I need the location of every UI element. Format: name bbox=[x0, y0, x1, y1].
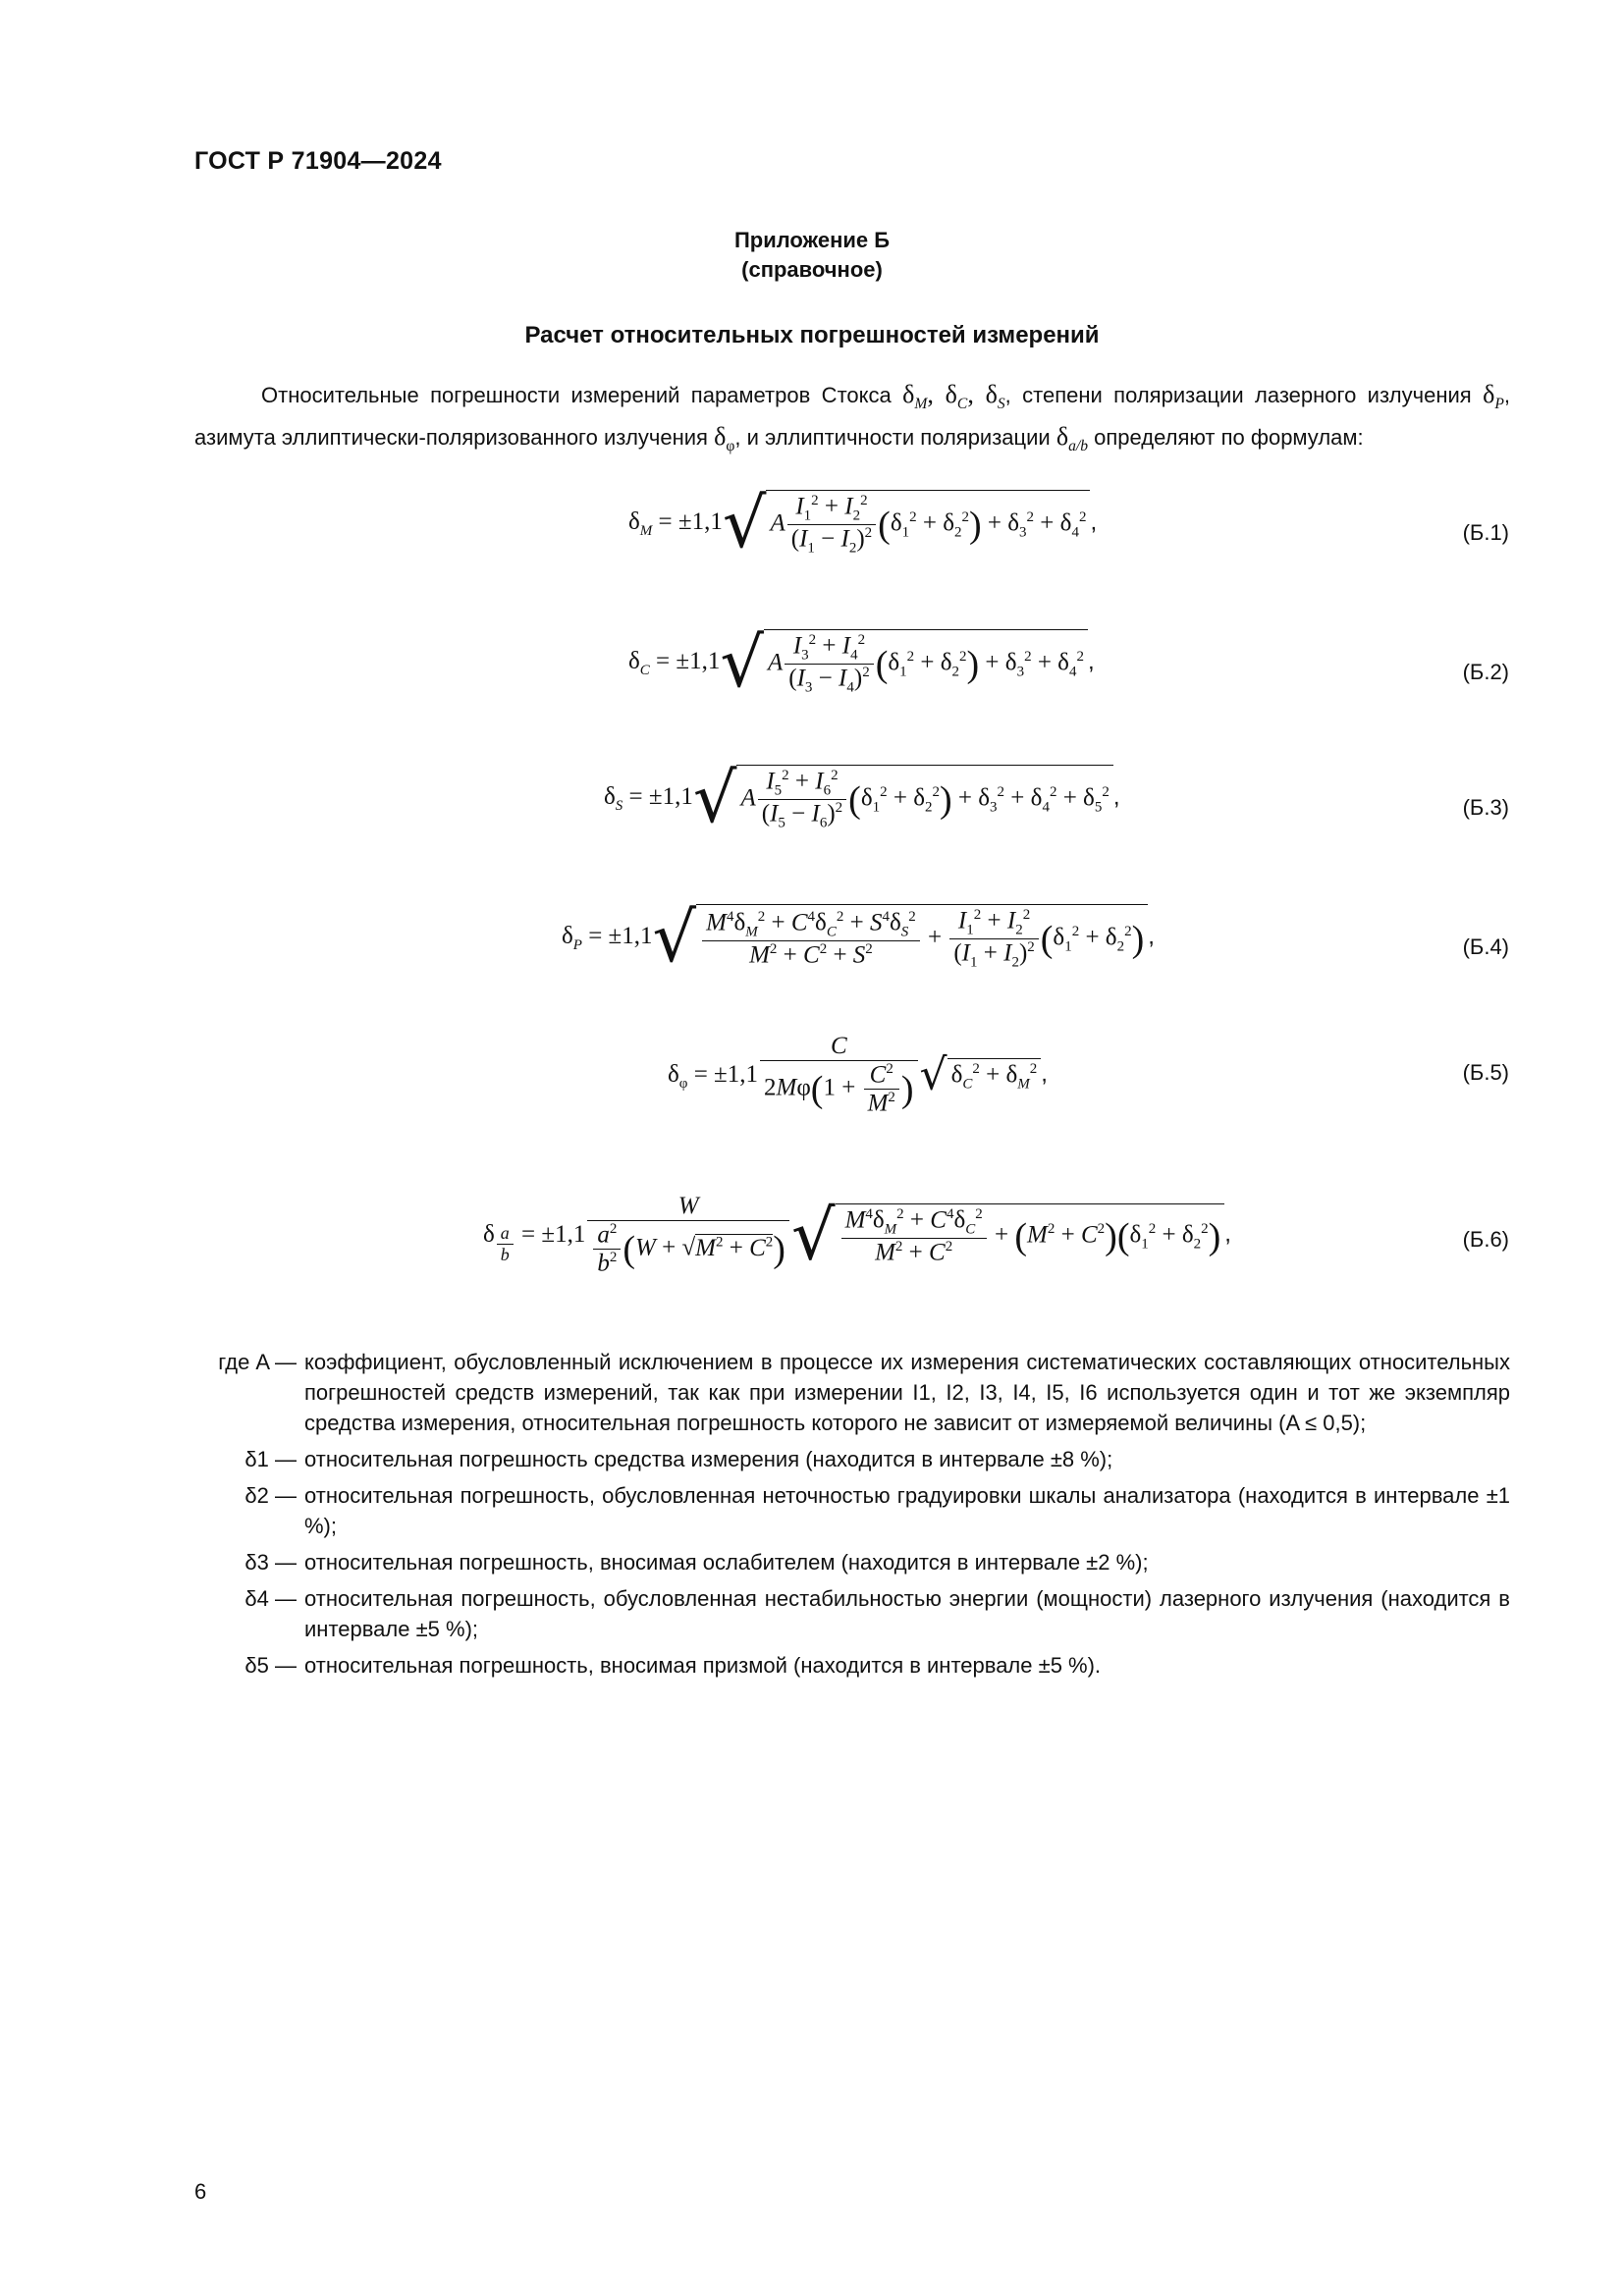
document-code-header: ГОСТ Р 71904—2024 bbox=[194, 147, 442, 175]
appendix-kind: (справочное) bbox=[741, 257, 883, 282]
definition-text: относительная погрешность, обусловленная нестабильностью энергии (мощности) лазерного излучения (находится в интервале ±5 %); bbox=[304, 1586, 1510, 1641]
symbol-delta-p: $\delta_P$ bbox=[1483, 380, 1504, 413]
page-number: 6 bbox=[194, 2179, 207, 2204]
formula-number-b2: (Б.2) bbox=[1462, 660, 1509, 684]
definition-term: где A — bbox=[218, 1350, 297, 1374]
definition-term: δ2 — bbox=[244, 1483, 297, 1508]
formula-number-b1: (Б.1) bbox=[1462, 520, 1509, 545]
formula-b5: $\delta_\varphi = \pm 1,1$ C 2Mφ(1 + $\frac{C^2}{M^2}$ ) √ $\delta_C^2 + \delta_M^2$ , bbox=[668, 1033, 1048, 1117]
intro-text-4: , и эллиптичности поляризации bbox=[734, 425, 1056, 451]
formula-b4: $\delta_P = \pm 1,1√$ $\frac{M^4\delta_M^2 + C^4\delta_C^2 + S^4\delta_S^2}{M^2 + C^2 + S^2}$ + $\frac{I_1^2 + I_2^2}{(I_1 + I_2)^2}$ $(\delta_1^2 + \delta_2^2)$ , bbox=[562, 897, 1155, 978]
definition-text: относительная погрешность, вносимая призмой (находится в интервале ±5 %). bbox=[304, 1653, 1102, 1678]
intro-text-3: , азимута эллиптически-поляризованного излучения bbox=[194, 383, 1510, 451]
appendix-title: Приложение Б bbox=[733, 228, 891, 252]
formula-number-b4: (Б.4) bbox=[1462, 934, 1509, 959]
definition-item bbox=[194, 1650, 1510, 1681]
formula-number-b3: (Б.3) bbox=[1462, 795, 1509, 820]
definition-term: δ3 — bbox=[244, 1550, 297, 1575]
definition-item bbox=[194, 1480, 1510, 1541]
definition-term: δ5 — bbox=[244, 1653, 297, 1678]
intro-paragraph bbox=[194, 378, 1510, 462]
definition-text: относительная погрешность, вносимая ослабителем (находится в интервале ±2 %); bbox=[304, 1550, 1149, 1575]
definition-term: δ4 — bbox=[244, 1586, 297, 1611]
formula-b6: δ $_{\frac{a}{b}}$ = ±1,1 W $\frac{a^2}{b^2}$ $(W + √M^2 + C^2)$ √ $\frac{M^4\delta_M^2 + C^4\delta_C^2}{M^2 + C^2}$ + $(M^2 + C^2)(\delta_1^2 + \delta_2^2)$ , bbox=[483, 1193, 1231, 1277]
formula-number-b5: (Б.5) bbox=[1462, 1060, 1509, 1085]
definition-term: δ1 — bbox=[244, 1447, 297, 1471]
definition-item bbox=[194, 1444, 1510, 1474]
formula-b2: $\delta_C = \pm 1,1√$ A $\frac{I_3^2 + I_4^2}{(I_3 - I_4)^2}$ $(\delta_1^2 + \delta_2^2) + \delta_3^2 + \delta_4^2$ , bbox=[628, 622, 1095, 703]
definitions-list bbox=[194, 1347, 1510, 1686]
symbol-delta-m: $\delta_M$, $\delta_C$, $\delta_S$ bbox=[902, 380, 1005, 413]
definition-text: коэффициент, обусловленный исключением в процессе их измерения систематических составляющих относительных погрешностей средств измерений, так как при измерении I1, I2, I3, I4, I5, I6 используется один и тот же экземпляр средства измерения, относительная погрешность которого не зависит от измеряемой величины (A ≤ 0,5); bbox=[304, 1350, 1510, 1435]
formula-b3: $\delta_S = \pm 1,1√$ A $\frac{I_5^2 + I_6^2}{(I_5 - I_6)^2}$ $(\delta_1^2 + \delta_2^2) + \delta_3^2 + \delta_4^2 + \delta_5^2$ , bbox=[604, 758, 1120, 838]
intro-text-1: Относительные погрешности измерений параметров Стокса bbox=[261, 383, 903, 407]
symbol-delta-phi: $\delta_\varphi$ bbox=[714, 422, 735, 455]
definition-item bbox=[194, 1547, 1510, 1577]
definition-text: относительная погрешность, обусловленная неточностью градуировки шкалы анализатора (находится в интервале ±1 %); bbox=[304, 1483, 1510, 1538]
formula-number-b6: (Б.6) bbox=[1462, 1227, 1509, 1252]
intro-text-5: определяют по формулам: bbox=[1088, 425, 1364, 451]
section-title: Расчет относительных погрешностей измерений bbox=[524, 322, 1100, 348]
intro-text-2: , степени поляризации лазерного излучения bbox=[1004, 383, 1484, 407]
symbol-delta-ab: $\delta_{a/b}$ bbox=[1056, 422, 1089, 455]
definition-text: относительная погрешность средства измерения (находится в интервале ±8 %); bbox=[304, 1447, 1113, 1471]
definition-item bbox=[194, 1347, 1510, 1438]
formula-b1: $\delta_M = \pm 1,1√$ A $\frac{I_1^2 + I_2^2}{(I_1 - I_2)^2}$ $(\delta_1^2 + \delta_2^2) + \delta_3^2 + \delta_4^2$ , bbox=[628, 483, 1098, 563]
definition-item bbox=[194, 1583, 1510, 1644]
